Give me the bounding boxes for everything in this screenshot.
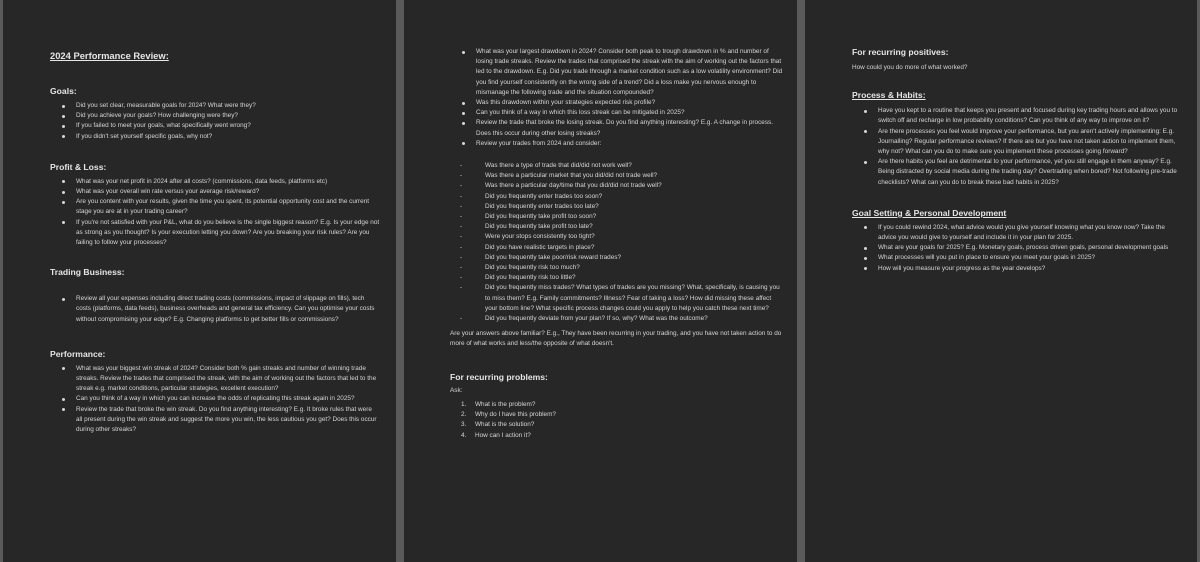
list-item: What are your goals for 2025? E.g. Monetary goals, process driven goals, personal development goals xyxy=(852,243,1183,253)
list-item: - Did you frequently miss trades? What types of trades are you missing? What, specifically, is causing you to miss them? E.g. Family commitments? Illness? Fear of taking a loss? How did missing these affect your bottom line? What specific process changes could you apply to help you catch these next time? xyxy=(450,283,783,314)
list-item: What was your biggest win streak of 2024? Consider both % gain streaks and number of winning trade streaks. Review the trades that comprised the streak, with the aim of working out the factors that led to the streak e.g. market conditions, particular strategies, excellent execution? xyxy=(50,364,380,395)
document-page-1 xyxy=(3,0,396,562)
list-item: - Was there a particular market that you did/did not trade well? xyxy=(450,171,783,181)
list-item: 4. How can I action it? xyxy=(461,431,531,439)
list-item: - Did you frequently risk too little? xyxy=(450,273,783,283)
page-title: 2024 Performance Review: xyxy=(50,50,169,61)
goal-setting-heading: Goal Setting & Personal Development xyxy=(852,207,1007,218)
list-item: 1. What is the problem? xyxy=(461,400,536,408)
list-item: Did you set clear, measurable goals for 2024? What were they? xyxy=(50,101,380,111)
pnl-heading: Profit & Loss: xyxy=(50,161,107,172)
list-item: Are there habits you feel are detrimental to your performance, yet you still engage in them anyway? E.g. Being distracted by social media during the trading day? Overtrading when bored? Not following pre-trade checklists? What can you do to break these bad habits in 2025? xyxy=(852,157,1183,188)
list-item: - Was there a particular day/time that you did/did not trade well? xyxy=(450,181,783,191)
process-habits-heading: Process & Habits: xyxy=(852,90,926,101)
business-heading: Trading Business: xyxy=(50,267,125,278)
list-item: 3. What is the solution? xyxy=(461,421,535,429)
list-item: Review your trades from 2024 and consider: xyxy=(450,139,783,149)
list-item: - Did you frequently risk too much? xyxy=(450,263,783,273)
list-item: If you could rewind 2024, what advice would you give yourself knowing what you know now? Take the advice you would give to yourself and include it in your plan for 2025. xyxy=(852,223,1183,243)
habits-list xyxy=(852,106,1183,188)
list-item: 2. Why do I have this problem? xyxy=(461,411,556,419)
list-item: - Did you have realistic targets in place? xyxy=(450,243,783,253)
list-item: - Did you frequently take profit too late? xyxy=(450,222,783,232)
list-item: If you failed to meet your goals, what specifically went wrong? xyxy=(50,121,380,131)
list-item: Have you kept to a routine that keeps you present and focused during key trading hours and allows you to switch off and recharge in low probability conditions? Can you think of any way to improve on it? xyxy=(852,106,1183,126)
list-item: - Did you frequently deviate from your plan? If so, why? What was the outcome? xyxy=(450,314,783,324)
goals-list xyxy=(50,101,380,142)
list-item: Review the trade that broke the win streak. Do you find anything interesting? E.g. It broke rules that were all present during the win streak and suggest the more you win, the less cautious you get? Does this occur during other streaks? xyxy=(50,405,380,436)
positives-text: How could you do more of what worked? xyxy=(852,64,968,71)
list-item: Can you think of a way in which you can increase the odds of replicating this streak again in 2025? xyxy=(50,394,380,404)
review-questions-list xyxy=(450,161,783,324)
list-item: If you didn't set yourself specific goals, why not? xyxy=(50,132,380,142)
list-item: - Did you frequently enter trades too late? xyxy=(450,202,783,212)
business-list xyxy=(50,294,380,325)
performance-list xyxy=(50,364,380,435)
document-page-2 xyxy=(404,0,797,562)
list-item: Review all your expenses including direct trading costs (commissions, impact of slippage on fills), tech costs (platforms, data feeds), business overheads and general tax efficiency. Can you optimise your costs without compromising your edge? E.g. Changing platforms to get better fills or commissions? xyxy=(50,294,380,325)
recurring-positives-heading: For recurring positives: xyxy=(852,47,949,57)
list-item: Was this drawdown within your strategies expected risk profile? xyxy=(450,98,783,108)
list-item: What processes will you put in place to ensure you meet your goals in 2025? xyxy=(852,253,1183,263)
pnl-list xyxy=(50,177,380,248)
list-item: How will you measure your progress as the year develops? xyxy=(852,264,1183,274)
problems-list xyxy=(450,400,783,441)
recurring-problems-heading: For recurring problems: xyxy=(450,371,548,382)
document-page-3 xyxy=(805,0,1197,562)
list-item: Are you content with your results, given the time you spent, its potential opportunity cost and the current stage you are at in your trading career? xyxy=(50,197,380,217)
list-item: What was your largest drawdown in 2024? Consider both peak to trough drawdown in % and number of losing trade streaks. Review the trades that comprised the streak with the aim of working out the factors that led to the drawdown. E.g. Did you trade through a market condition such as a low volatility environment? Did you find yourself consistently on the wrong side of a trend? Did a loss make you nervous enough to mismanage the following trade and the situation compounded? xyxy=(450,47,783,98)
list-item: If you're not satisfied with your P&L, what do you believe is the single biggest reason? E.g. Is your edge not as strong as you thought? Is your execution letting you down? Are you breaking your risk rules? Are you failing to follow your processes? xyxy=(50,218,380,249)
list-item: Did you achieve your goals? How challenging were they? xyxy=(50,111,380,121)
performance-heading: Performance: xyxy=(50,348,106,359)
list-item: What was your net profit in 2024 after all costs? (commissions, data feeds, platforms etc) xyxy=(50,177,380,187)
list-item: - Did you frequently enter trades too soon? xyxy=(450,192,783,202)
list-item: - Did you frequently take poor/risk reward trades? xyxy=(450,253,783,263)
familiar-paragraph: Are your answers above familiar? E.g., They have been recurring in your trading, and you have not taken action to do more of what works and less/the opposite of what doesn't. xyxy=(450,330,782,348)
list-item: What was your overall win rate versus your average risk/reward? xyxy=(50,187,380,197)
list-item: Are there processes you feel would improve your performance, but you aren't actively implementing: E.g. Journalling? Regular performance reviews? If there are but you have not taken action to implement them, why not? What can you do to make sure you implement these processes going forward? xyxy=(852,127,1183,158)
list-item: Review the trade that broke the losing streak. Do you find anything interesting? E.g. A change in process. Does this occur during other losing streaks? xyxy=(450,118,783,138)
goals-heading: Goals: xyxy=(50,86,77,96)
goal-setting-list xyxy=(852,223,1183,274)
list-item: - Was there a type of trade that did/did not work well? xyxy=(450,161,783,171)
ask-label: Ask: xyxy=(450,386,463,394)
list-item: - Did you frequently take profit too soon? xyxy=(450,212,783,222)
list-item: - Were your stops consistently too tight? xyxy=(450,232,783,242)
drawdown-list xyxy=(450,47,783,149)
list-item: Can you think of a way in which this loss streak can be mitigated in 2025? xyxy=(450,108,783,118)
